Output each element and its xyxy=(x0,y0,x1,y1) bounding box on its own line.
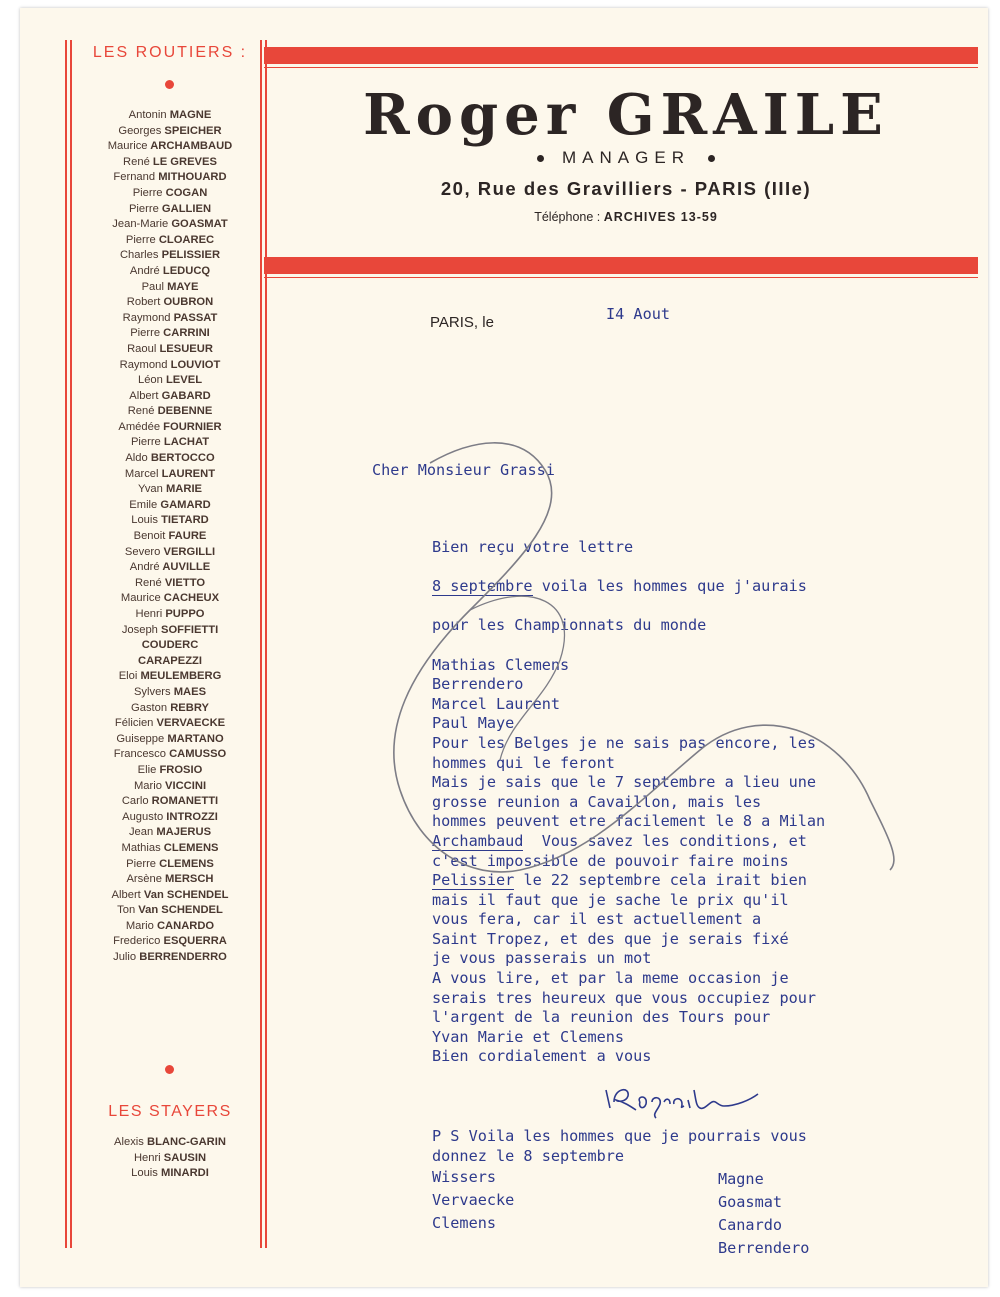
rider-last-name: ESQUERRA xyxy=(163,935,227,948)
rider-first-name: René xyxy=(127,405,155,418)
rider-first-name: Amédée xyxy=(118,420,161,433)
postscript-names-right xyxy=(718,1168,809,1260)
body-line xyxy=(432,597,825,617)
rider-first-name: Albert xyxy=(111,888,141,901)
rider-first-name: Maurice xyxy=(120,592,161,605)
rider-last-name: LEVEL xyxy=(165,374,203,387)
rider-name xyxy=(72,950,268,966)
rider-first-name: Raoul xyxy=(127,342,157,355)
postscript-name: Berrendero xyxy=(718,1239,810,1257)
rider-name xyxy=(72,435,268,451)
rider-name xyxy=(72,716,268,732)
rider-first-name: Charles xyxy=(119,249,159,262)
rider-name xyxy=(72,326,268,342)
rider-name xyxy=(72,124,268,140)
postscript xyxy=(432,1126,807,1166)
rider-first-name: Carlo xyxy=(121,795,149,808)
red-thin-rule-top xyxy=(264,67,978,68)
rider-name xyxy=(72,825,268,841)
signature-image xyxy=(600,1080,770,1120)
rider-last-name: Van SCHENDEL xyxy=(143,888,229,901)
rider-name xyxy=(72,623,268,639)
rider-last-name: LEDUCQ xyxy=(162,264,211,277)
body-line: l'argent de la reunion des Tours pour xyxy=(432,1008,771,1027)
rider-first-name: Gaston xyxy=(131,701,168,714)
rider-last-name: SPEICHER xyxy=(164,124,222,137)
rider-last-name: MAGNE xyxy=(169,109,212,121)
body-line: Bien reçu votre lettre xyxy=(432,538,634,556)
rider-name xyxy=(72,170,268,186)
postscript-name: Canardo xyxy=(718,1216,783,1234)
rider-name xyxy=(72,794,268,810)
rider-last-name: DEBENNE xyxy=(157,405,213,418)
rider-name xyxy=(72,451,268,467)
manager-role xyxy=(264,148,988,168)
rider-last-name: MAJERUS xyxy=(156,826,212,839)
rider-first-name: Raymond xyxy=(119,358,168,371)
rider-last-name: LE GREVES xyxy=(152,155,217,168)
rider-first-name: Benoit xyxy=(133,530,166,543)
body-line: 8 septembre voila les hommes que j'aurais xyxy=(432,577,807,596)
rider-name xyxy=(72,217,268,233)
rider-last-name: TIETARD xyxy=(161,514,209,527)
rider-first-name: Raymond xyxy=(122,311,171,324)
rider-last-name: LAURENT xyxy=(161,467,216,480)
rider-name xyxy=(72,654,268,670)
rider-last-name: CLEMENS xyxy=(163,841,219,854)
routiers-heading: LES ROUTIERS : xyxy=(92,44,248,61)
rider-name xyxy=(72,358,268,374)
rider-name xyxy=(72,638,268,654)
rider-name xyxy=(72,389,268,405)
postscript-names-left xyxy=(432,1166,514,1235)
rider-last-name: PELISSIER xyxy=(161,249,221,262)
rider-first-name: Arsène xyxy=(126,873,162,886)
rider-last-name: PUPPO xyxy=(165,608,205,620)
rider-name xyxy=(72,1151,268,1167)
rider-first-name: Félicien xyxy=(114,717,154,730)
body-line: Mais je sais que le 7 septembre a lieu une xyxy=(432,773,817,792)
rider-first-name: Louis xyxy=(131,514,158,527)
rider-first-name: Georges xyxy=(118,124,162,137)
rider-last-name: GALLIEN xyxy=(161,202,212,215)
rider-last-name: ROMANETTI xyxy=(151,795,219,808)
rider-last-name: CARRINI xyxy=(163,327,210,340)
rider-first-name: Elie xyxy=(137,763,157,776)
postscript-name: Clemens xyxy=(432,1214,497,1232)
rider-last-name: COGAN xyxy=(165,186,208,199)
rider-name xyxy=(72,498,268,514)
postscript-name: Wissers xyxy=(432,1168,497,1186)
rider-first-name: Fernand xyxy=(113,171,156,184)
rider-name xyxy=(72,841,268,857)
manager-address: 20, Rue des Gravilliers - PARIS (IIIe) xyxy=(440,178,812,199)
rider-last-name: ARCHAMBAUD xyxy=(150,140,233,153)
body-line: Marcel Laurent xyxy=(432,694,561,713)
rider-name xyxy=(72,513,268,529)
phone-number: ARCHIVES 13-59 xyxy=(603,210,718,224)
postscript-name: Magne xyxy=(718,1170,764,1188)
rider-name xyxy=(72,311,268,327)
rider-first-name: Albert xyxy=(129,389,159,402)
postscript-line: P S Voila les hommes que je pourrais vous xyxy=(432,1127,807,1145)
body-line: A vous lire, et par la meme occasion je xyxy=(432,969,789,988)
rider-first-name: Eloi xyxy=(118,670,138,683)
rider-last-name: LACHAT xyxy=(163,436,210,449)
rider-last-name: MAES xyxy=(173,685,207,698)
rider-last-name: COUDERC xyxy=(141,639,199,652)
rider-last-name: MEULEMBERG xyxy=(140,670,222,683)
rider-last-name: FOURNIER xyxy=(163,420,222,433)
rider-last-name: MINARDI xyxy=(161,1167,209,1180)
stayers-list xyxy=(72,1135,268,1182)
body-line: je vous passerais un mot xyxy=(432,949,652,968)
rider-first-name: Léon xyxy=(137,374,163,387)
rider-first-name: Augusto xyxy=(122,810,164,823)
rider-last-name: CARAPEZZI xyxy=(137,654,203,667)
rider-last-name: LOUVIOT xyxy=(170,358,221,371)
rider-last-name: BERTOCCO xyxy=(150,452,215,465)
rider-first-name: Mario xyxy=(133,779,162,792)
rider-name xyxy=(72,810,268,826)
rider-last-name: GAMARD xyxy=(160,498,211,511)
rider-name xyxy=(72,888,268,904)
letter-greeting: Cher Monsieur Grassi xyxy=(372,461,555,479)
body-line: serais tres heureux que vous occupiez pour xyxy=(432,988,817,1007)
rider-name xyxy=(72,779,268,795)
rider-last-name: BERRENDERRO xyxy=(139,951,227,964)
rider-last-name: Van SCHENDEL xyxy=(138,904,223,917)
body-line: Saint Tropez, et des que je serais fixé xyxy=(432,929,789,948)
rider-first-name: Jean xyxy=(128,826,154,839)
rider-name xyxy=(72,404,268,420)
rider-first-name: Henri xyxy=(135,608,163,620)
stayers-dot xyxy=(165,1065,174,1074)
rider-name xyxy=(72,233,268,249)
rider-first-name: Yvan xyxy=(137,483,163,496)
rider-name xyxy=(72,576,268,592)
body-line xyxy=(432,558,825,578)
body-line: Pelissier le 22 septembre cela irait bien xyxy=(432,871,807,890)
stayers-heading: LES STAYERS xyxy=(108,1103,232,1120)
rider-last-name: MERSCH xyxy=(165,873,214,886)
body-line: Archambaud Vous savez les conditions, et xyxy=(432,831,807,850)
rider-first-name: Louis xyxy=(131,1167,158,1180)
rider-last-name: MITHOUARD xyxy=(158,171,227,184)
body-line: hommes qui le feront xyxy=(432,753,615,772)
rider-name xyxy=(72,420,268,436)
rider-last-name: VERVAECKE xyxy=(156,717,226,730)
body-line: Pour les Belges je ne sais pas encore, les xyxy=(432,733,817,752)
place-label: PARIS, le xyxy=(430,314,494,331)
rider-first-name: Jean-Marie xyxy=(112,218,169,231)
rider-last-name: GOASMAT xyxy=(171,218,228,231)
rider-name xyxy=(72,280,268,296)
rider-name xyxy=(72,295,268,311)
rider-last-name: PASSAT xyxy=(173,311,218,324)
rider-first-name: André xyxy=(129,561,160,574)
rider-first-name: Francesco xyxy=(113,748,166,761)
body-line: Yvan Marie et Clemens xyxy=(432,1027,625,1046)
rider-first-name: René xyxy=(123,155,150,168)
rider-first-name: Robert xyxy=(126,296,161,309)
rider-first-name: Pierre xyxy=(132,186,163,199)
rider-name xyxy=(72,732,268,748)
manager-role-text: MANAGER xyxy=(562,148,690,167)
bullet-dot-icon xyxy=(708,155,715,162)
rider-name xyxy=(72,872,268,888)
rider-last-name: VICCINI xyxy=(165,779,207,792)
rider-name xyxy=(72,747,268,763)
rider-name xyxy=(72,155,268,171)
body-line xyxy=(432,636,825,656)
rider-last-name: SAUSIN xyxy=(163,1151,207,1164)
rider-name xyxy=(72,467,268,483)
rider-first-name: Maurice xyxy=(107,140,148,153)
rider-first-name: Mario xyxy=(125,919,154,932)
postscript-name: Vervaecke xyxy=(432,1191,515,1209)
rider-name xyxy=(72,545,268,561)
body-line: hommes peuvent etre facilement le 8 a Milan xyxy=(432,812,826,831)
rider-name xyxy=(72,919,268,935)
bullet-dot-icon xyxy=(537,155,544,162)
rider-name xyxy=(72,607,268,623)
body-line: vous fera, car il est actuellement a xyxy=(432,910,762,929)
body-line: Bien cordialement a vous xyxy=(432,1047,652,1066)
rider-first-name: Pierre xyxy=(128,202,159,215)
rider-last-name: MARIE xyxy=(165,483,203,496)
manager-phone xyxy=(264,210,988,224)
rider-first-name: Antonin xyxy=(128,109,167,121)
routiers-list xyxy=(72,108,268,966)
rider-last-name: FROSIO xyxy=(159,763,203,776)
rider-name xyxy=(72,701,268,717)
rider-name xyxy=(72,342,268,358)
rider-name xyxy=(72,685,268,701)
rider-first-name: Emile xyxy=(129,498,158,511)
rider-last-name: AUVILLE xyxy=(162,561,211,574)
rider-name xyxy=(72,264,268,280)
rider-first-name: Henri xyxy=(133,1151,161,1164)
rider-first-name: Guiseppe xyxy=(116,732,165,745)
rider-name xyxy=(72,591,268,607)
letter-body xyxy=(432,538,825,1067)
rider-last-name: MAYE xyxy=(167,280,199,293)
rider-first-name: Alexis xyxy=(114,1136,144,1148)
rider-name xyxy=(72,186,268,202)
rider-last-name: GABARD xyxy=(161,389,211,402)
rider-last-name: CLOAREC xyxy=(158,233,215,246)
rider-name xyxy=(72,934,268,950)
rider-name xyxy=(72,1135,268,1151)
rider-first-name: René xyxy=(134,576,162,589)
rider-last-name: OUBRON xyxy=(163,296,214,309)
postscript-name: Goasmat xyxy=(718,1193,783,1211)
rider-name xyxy=(72,373,268,389)
body-line: Paul Maye xyxy=(432,714,515,733)
manager-name: Roger GRAILE xyxy=(363,82,889,148)
body-line: c'est impossible de pouvoir faire moins xyxy=(432,851,789,870)
rider-first-name: Pierre xyxy=(126,857,157,870)
red-rule-left-outer xyxy=(65,40,67,1248)
rider-first-name: Joseph xyxy=(121,623,158,636)
rider-name xyxy=(72,1166,268,1182)
body-line: mais il faut que je sache le prix qu'il xyxy=(432,890,789,909)
rider-first-name: Sylvers xyxy=(133,685,171,698)
rider-last-name: INTROZZI xyxy=(166,810,218,823)
rider-first-name: Pierre xyxy=(130,436,161,449)
letter-date: I4 Aout xyxy=(606,305,671,323)
body-line: Berrendero xyxy=(432,675,524,694)
rider-first-name: Julio xyxy=(113,951,137,964)
red-band-top xyxy=(264,47,978,64)
rider-name xyxy=(72,202,268,218)
rider-first-name: André xyxy=(129,264,160,277)
rider-name xyxy=(72,108,268,124)
rider-name xyxy=(72,857,268,873)
rider-last-name: CACHEUX xyxy=(163,592,220,605)
rider-first-name: Severo xyxy=(124,545,161,558)
rider-first-name: Pierre xyxy=(125,233,156,246)
letterhead-brand xyxy=(264,82,988,224)
rider-first-name: Pierre xyxy=(130,327,161,340)
rider-last-name: FAURE xyxy=(168,530,207,543)
phone-label: Téléphone : xyxy=(534,210,601,224)
rider-first-name: Frederico xyxy=(113,935,161,948)
rider-first-name: Aldo xyxy=(125,452,148,465)
rider-name xyxy=(72,529,268,545)
red-band-middle xyxy=(264,257,978,274)
rider-first-name: Marcel xyxy=(124,467,159,480)
rider-last-name: CAMUSSO xyxy=(169,748,227,761)
rider-last-name: LESUEUR xyxy=(159,342,213,355)
rider-last-name: CANARDO xyxy=(156,919,215,932)
rider-last-name: MARTANO xyxy=(167,732,224,745)
body-line: pour les Championnats du monde xyxy=(432,616,707,635)
body-line: Mathias Clemens xyxy=(432,655,570,674)
rider-name xyxy=(72,763,268,779)
rider-name xyxy=(72,139,268,155)
postscript-line: donnez le 8 septembre xyxy=(432,1147,625,1165)
red-thin-rule-middle xyxy=(264,277,978,278)
rider-last-name: VIETTO xyxy=(164,576,206,589)
rider-name xyxy=(72,669,268,685)
rider-last-name: CLEMENS xyxy=(159,857,214,870)
rider-last-name: VERGILLI xyxy=(163,545,216,558)
rider-last-name: BLANC-GARIN xyxy=(147,1136,226,1148)
rider-last-name: SOFFIETTI xyxy=(161,623,219,636)
rider-name xyxy=(72,560,268,576)
rider-first-name: Paul xyxy=(141,280,164,293)
rider-name xyxy=(72,903,268,919)
rider-last-name: REBRY xyxy=(170,701,209,714)
rider-first-name: Ton xyxy=(117,904,136,917)
rider-first-name: Mathias xyxy=(121,841,161,854)
body-line: grosse reunion a Cavaillon, mais les xyxy=(432,792,762,811)
rider-name xyxy=(72,248,268,264)
routiers-dot xyxy=(165,80,174,89)
rider-name xyxy=(72,482,268,498)
